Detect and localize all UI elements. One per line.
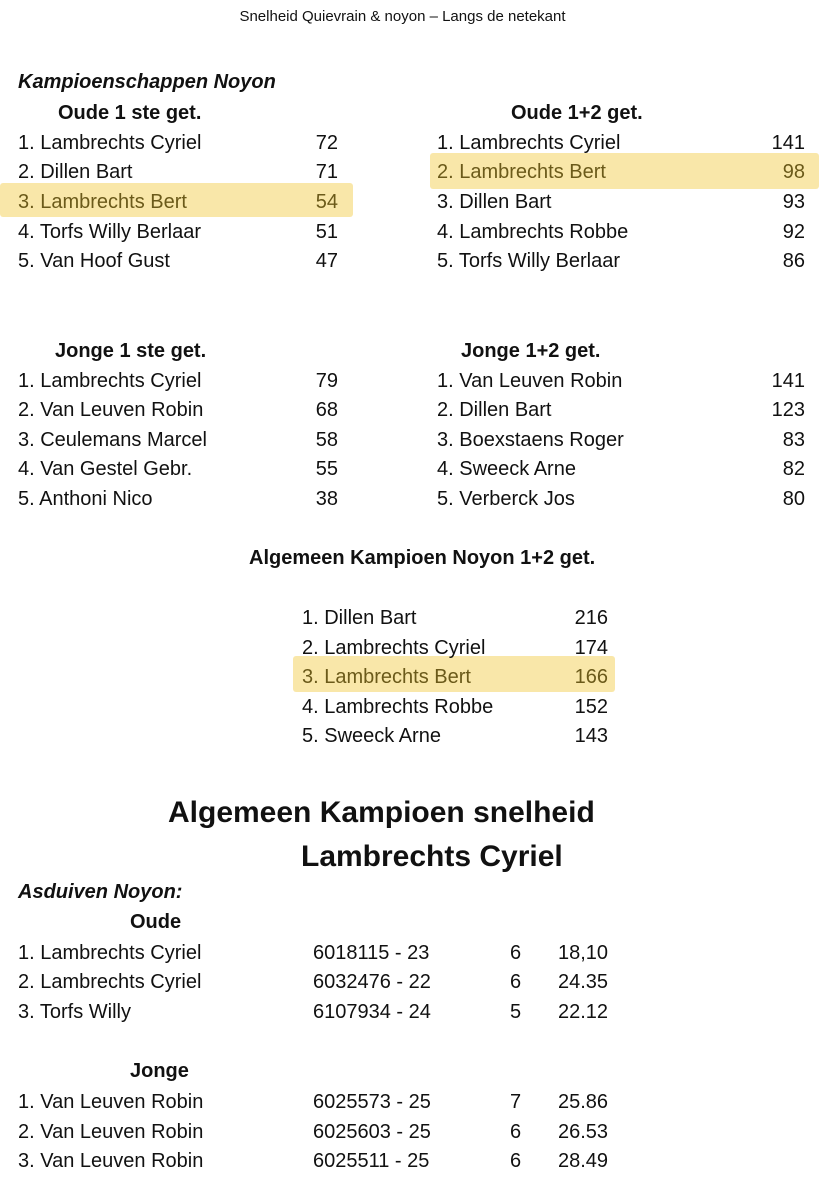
oude-12-title: Oude 1+2 get. xyxy=(511,102,643,124)
table-row-name: 5. Van Hoof Gust xyxy=(18,250,170,272)
table-row-value: 24.35 xyxy=(558,971,609,993)
table-row-name: 4. Torfs Willy Berlaar xyxy=(18,221,202,243)
jonge-1-title: Jonge 1 ste get. xyxy=(55,340,207,362)
table-row-name: 3. Boexstaens Roger xyxy=(437,429,624,451)
table-row-name: 1. Lambrechts Cyriel xyxy=(437,132,621,154)
table-row-score: 54 xyxy=(315,191,338,213)
table-row-value: 18,10 xyxy=(558,942,609,964)
table-row-name: 1. Lambrechts Cyriel xyxy=(18,370,202,392)
section-noyon-title: Kampioenschappen Noyon xyxy=(18,71,276,93)
table-row-name: 2. Dillen Bart xyxy=(18,161,133,183)
table-row-name: 5. Anthoni Nico xyxy=(18,488,153,510)
table-row-value: 26.53 xyxy=(558,1121,609,1143)
table-row-score: 68 xyxy=(315,399,338,421)
table-row-score: 82 xyxy=(782,458,805,480)
table-row-name: 1. Van Leuven Robin xyxy=(437,370,623,392)
asduiven-oude-title: Oude xyxy=(130,911,182,933)
table-row-score: 92 xyxy=(782,221,805,243)
table-row-ring: 6025603 - 25 xyxy=(313,1121,431,1143)
table-row-count: 6 xyxy=(510,942,522,964)
table-row-score: 143 xyxy=(574,725,608,747)
table-row-count: 6 xyxy=(510,1121,522,1143)
table-row-name: 3. Lambrechts Bert xyxy=(302,666,471,688)
table-row-ring: 6025573 - 25 xyxy=(313,1091,431,1113)
table-row-value: 25.86 xyxy=(558,1091,609,1113)
table-row-score: 47 xyxy=(315,250,338,272)
table-row-score: 51 xyxy=(315,221,338,243)
table-row-name: 2. Lambrechts Bert xyxy=(437,161,606,183)
table-row-name: 2. Van Leuven Robin xyxy=(18,399,204,421)
table-row-score: 80 xyxy=(782,488,805,510)
table-row-score: 141 xyxy=(771,132,805,154)
table-row-name: 1. Lambrechts Cyriel xyxy=(18,132,202,154)
table-row-count: 5 xyxy=(510,1001,522,1023)
table-row-name: 5. Sweeck Arne xyxy=(302,725,441,747)
table-row-name: 4. Lambrechts Robbe xyxy=(437,221,629,243)
table-row-name: 4. Sweeck Arne xyxy=(437,458,576,480)
table-row-score: 166 xyxy=(574,666,608,688)
table-row-count: 6 xyxy=(510,1150,522,1172)
table-row-score: 98 xyxy=(782,161,805,183)
table-row-score: 216 xyxy=(574,607,608,629)
table-row-ring: 6018115 - 23 xyxy=(313,942,430,964)
table-row-score: 152 xyxy=(574,696,608,718)
table-row-name: 3. Lambrechts Bert xyxy=(18,191,187,213)
table-row-name: 5. Verberck Jos xyxy=(437,488,575,510)
table-row-ring: 6107934 - 24 xyxy=(313,1001,431,1023)
page-header: Snelheid Quievrain & noyon – Langs de netekant xyxy=(239,8,566,25)
table-row-name: 3. Torfs Willy xyxy=(18,1001,131,1023)
table-row-score: 123 xyxy=(771,399,805,421)
table-row-name: 4. Lambrechts Robbe xyxy=(302,696,494,718)
table-row-count: 7 xyxy=(510,1091,522,1113)
table-row-name: 5. Torfs Willy Berlaar xyxy=(437,250,621,272)
table-row-ring: 6032476 - 22 xyxy=(313,971,431,993)
table-row-ring: 6025511 - 25 xyxy=(313,1150,430,1172)
table-row-score: 141 xyxy=(771,370,805,392)
table-row-name: 2. Van Leuven Robin xyxy=(18,1121,204,1143)
table-row-name: 1. Dillen Bart xyxy=(302,607,417,629)
table-row-name: 3. Van Leuven Robin xyxy=(18,1150,204,1172)
table-row-score: 71 xyxy=(315,161,338,183)
table-row-score: 55 xyxy=(315,458,338,480)
algemeen-snelheid-winner: Lambrechts Cyriel xyxy=(301,840,563,873)
table-row-name: 3. Dillen Bart xyxy=(437,191,552,213)
table-row-name: 1. Lambrechts Cyriel xyxy=(18,942,202,964)
asduiven-title: Asduiven Noyon: xyxy=(18,881,183,903)
table-row-score: 83 xyxy=(782,429,805,451)
table-row-score: 86 xyxy=(782,250,805,272)
algemeen-noyon-title: Algemeen Kampioen Noyon 1+2 get. xyxy=(249,547,596,569)
table-row-name: 2. Lambrechts Cyriel xyxy=(18,971,202,993)
oude-1-title: Oude 1 ste get. xyxy=(58,102,202,124)
table-row-value: 22.12 xyxy=(558,1001,609,1023)
table-row-name: 1. Van Leuven Robin xyxy=(18,1091,204,1113)
algemeen-snelheid-title: Algemeen Kampioen snelheid xyxy=(168,796,595,829)
table-row-score: 72 xyxy=(315,132,338,154)
table-row-name: 4. Van Gestel Gebr. xyxy=(18,458,193,480)
table-row-score: 93 xyxy=(782,191,805,213)
table-row-score: 58 xyxy=(315,429,338,451)
jonge-12-title: Jonge 1+2 get. xyxy=(461,340,601,362)
table-row-score: 174 xyxy=(574,637,608,659)
table-row-score: 38 xyxy=(315,488,338,510)
table-row-name: 2. Lambrechts Cyriel xyxy=(302,637,486,659)
table-row-value: 28.49 xyxy=(558,1150,609,1172)
table-row-score: 79 xyxy=(315,370,338,392)
table-row-count: 6 xyxy=(510,971,522,993)
table-row-name: 3. Ceulemans Marcel xyxy=(18,429,207,451)
asduiven-jonge-title: Jonge xyxy=(130,1060,189,1082)
table-row-name: 2. Dillen Bart xyxy=(437,399,552,421)
